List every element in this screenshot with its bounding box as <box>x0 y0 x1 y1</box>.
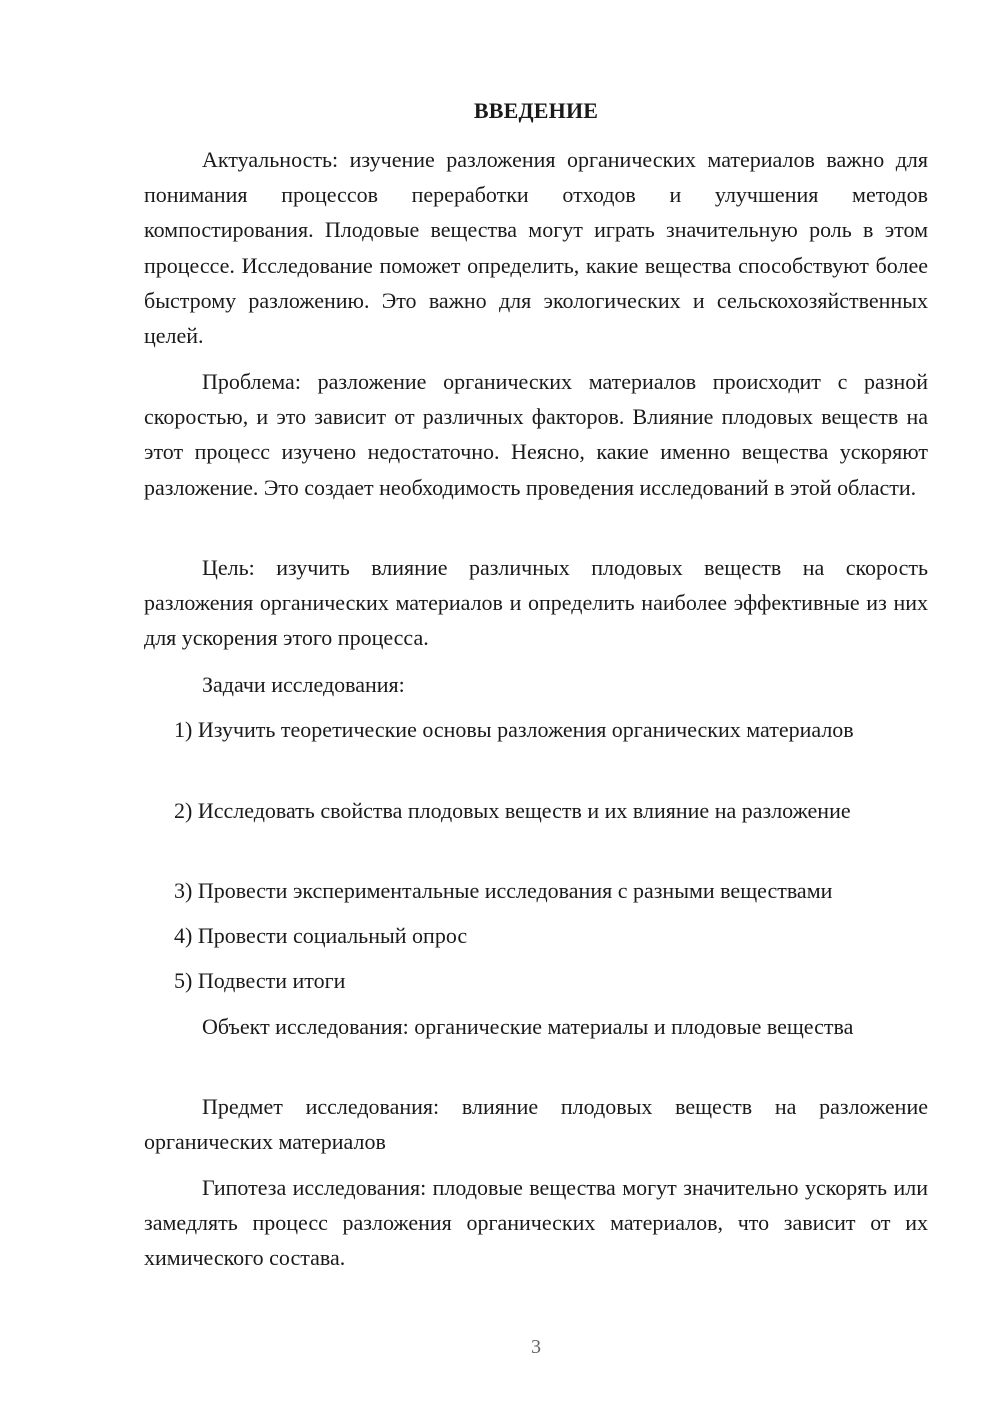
paragraph-problem <box>144 364 928 505</box>
paragraph-hypothesis <box>144 1170 928 1276</box>
paragraph-goal <box>144 550 928 656</box>
hypothesis-text: Гипотеза исследования: плодовые вещества могут значительно ускорять или замедлять процесс разложения органических материалов, что зависит от их химического состава. <box>144 1175 928 1271</box>
tasks-heading-text: Задачи исследования: <box>202 672 405 697</box>
problem-text: Проблема: разложение органических материалов происходит с разной скоростью, и это зависит от различных факторов. Влияние плодовых веществ на этот процесс изучено недостаточно. Неясно, какие именно вещества ускоряют разложение. Это создает необходимость проведения исследований в этой области. <box>144 369 928 500</box>
task-item-1 <box>144 712 928 747</box>
task-item-2 <box>144 793 928 828</box>
paragraph-relevance <box>144 142 928 353</box>
paragraph-subject <box>144 1089 928 1159</box>
list-item: 5) Подвести итоги <box>174 968 346 993</box>
page-number: 3 <box>531 1336 541 1358</box>
task-item-4 <box>144 918 928 953</box>
goal-text: Цель: изучить влияние различных плодовых веществ на скорость разложения органических материалов и определить наиболее эффективные из них для ускорения этого процесса. <box>144 555 928 651</box>
list-item: 1) Изучить теоретические основы разложения органических материалов <box>174 717 854 742</box>
list-item: 3) Провести экспериментальные исследования с разными веществами <box>174 878 833 903</box>
page-title: ВВЕДЕНИЕ <box>473 98 599 123</box>
object-text: Объект исследования: органические материалы и плодовые вещества <box>202 1014 854 1039</box>
task-item-3 <box>144 873 928 908</box>
tasks-heading <box>144 667 928 702</box>
list-item: 2) Исследовать свойства плодовых веществ и их влияние на разложение <box>174 798 851 823</box>
task-item-5 <box>144 963 928 998</box>
subject-text: Предмет исследования: влияние плодовых веществ на разложение органических материалов <box>144 1094 928 1155</box>
list-item: 4) Провести социальный опрос <box>174 923 468 948</box>
relevance-text: Актуальность: изучение разложения органических материалов важно для понимания процессов переработки отходов и улучшения методов компостирования. Плодовые вещества могут играть значительную роль в этом процессе. Исследование поможет определить, какие вещества способствуют более быстрому разложению. Это важно для экологических и сельскохозяйственных целей. <box>144 147 928 349</box>
paragraph-object <box>144 1009 928 1044</box>
